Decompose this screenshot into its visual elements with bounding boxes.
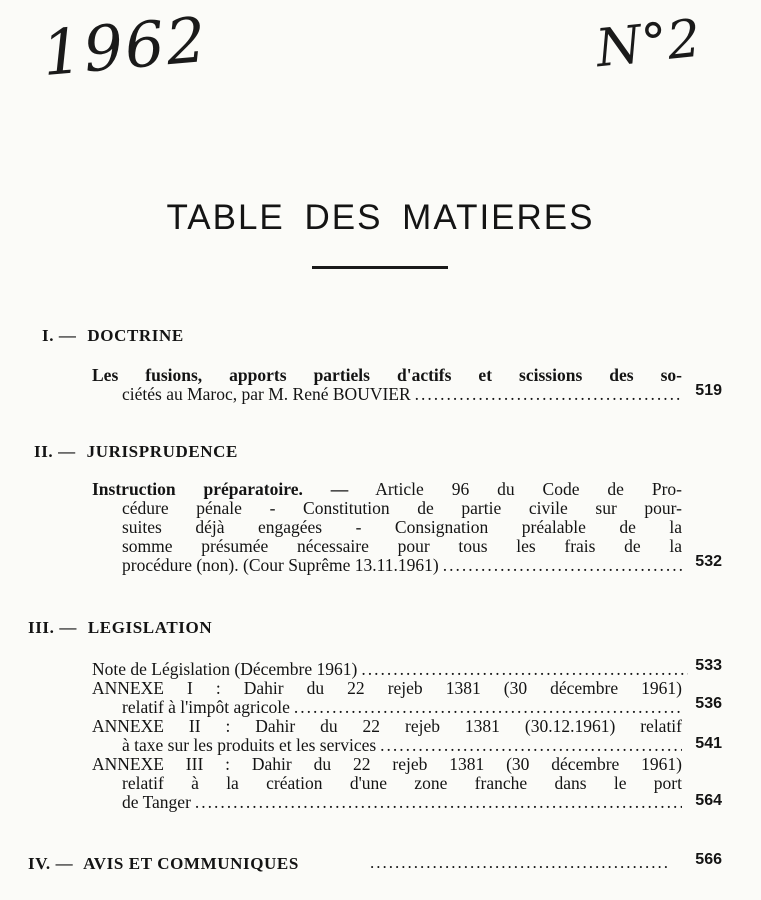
leader-dots: [370, 853, 670, 872]
toc-entry-fusions: [92, 366, 682, 404]
entry-line: [92, 480, 682, 499]
section-numeral: III. —: [28, 618, 77, 637]
page-number: 532: [695, 553, 722, 570]
section-title: AVIS ET COMMUNIQUES: [83, 854, 299, 873]
leader-dots: [361, 660, 688, 679]
entry-line: ANNEXE II : Dahir du 22 rejeb 1381 (30.12.1961) relatif: [92, 717, 682, 736]
section-title: JURISPRUDENCE: [86, 442, 238, 461]
leader-dots: [195, 793, 682, 812]
section-heading-jurisprudence: [34, 442, 238, 462]
entry-line: [92, 793, 682, 812]
entry-line: [92, 698, 682, 717]
toc-entry-annexe-2: [92, 717, 682, 755]
entry-text: de Tanger: [122, 793, 191, 812]
page-number: 536: [695, 695, 722, 712]
entry-line: somme présumée nécessaire pour tous les frais de la: [122, 537, 682, 556]
entry-line: [92, 385, 682, 404]
entry-text: Note de Législation (Décembre 1961): [92, 660, 358, 679]
section-numeral: I. —: [42, 326, 77, 345]
toc-entry-annexe-1: [92, 679, 682, 717]
entry-text: ciétés au Maroc, par M. René BOUVIER: [122, 385, 411, 404]
handwritten-issue-number: N°2: [593, 8, 704, 80]
entry-line: [92, 660, 688, 679]
title-underline: [312, 266, 448, 269]
section-heading-avis: [28, 854, 299, 874]
section-heading-doctrine: [42, 326, 184, 346]
page-number: 533: [695, 657, 722, 674]
leader-dots: [415, 385, 682, 404]
entry-bold-lead: Instruction préparatoire. —: [92, 480, 349, 499]
toc-entry-note-legislation: [92, 660, 688, 679]
entry-line: relatif à la création d'une zone franche dans le port: [122, 774, 682, 793]
section-title: LEGISLATION: [87, 618, 213, 637]
page-number: 541: [695, 735, 722, 752]
entry-text: à taxe sur les produits et les services: [122, 736, 377, 755]
entry-line: Les fusions, apports partiels d'actifs et scissions des so-: [92, 366, 682, 385]
page-title: TABLE DES MATIERES: [166, 198, 595, 237]
entry-text: relatif à l'impôt agricole: [122, 698, 290, 717]
entry-line: [92, 556, 682, 575]
entry-line: ANNEXE III : Dahir du 22 rejeb 1381 (30 décembre 1961): [92, 755, 682, 774]
entry-text: procédure (non). (Cour Suprême 13.11.1961): [122, 556, 439, 575]
entry-line: ANNEXE I : Dahir du 22 rejeb 1381 (30 décembre 1961): [92, 679, 682, 698]
section-heading-legislation: [28, 618, 212, 638]
leader-dots: [380, 736, 682, 755]
handwritten-year: 1962: [39, 2, 211, 91]
leader-dots: [443, 556, 682, 575]
toc-entry-annexe-3: [92, 755, 682, 812]
leader-dots: [294, 698, 682, 717]
toc-entry-instruction-preparatoire: [92, 480, 682, 575]
entry-line: [92, 736, 682, 755]
page-number: 566: [695, 851, 722, 868]
page-number: 519: [695, 382, 722, 399]
entry-text: Article 96 du Code de Pro-: [375, 480, 682, 499]
entry-line: suites déjà engagées - Consignation préalable de la: [122, 518, 682, 537]
page-number: 564: [695, 792, 722, 809]
section-numeral: II. —: [34, 442, 76, 461]
section-numeral: IV. —: [28, 854, 74, 873]
entry-line: cédure pénale - Constitution de partie civile sur pour-: [122, 499, 682, 518]
section-title: DOCTRINE: [87, 326, 184, 345]
